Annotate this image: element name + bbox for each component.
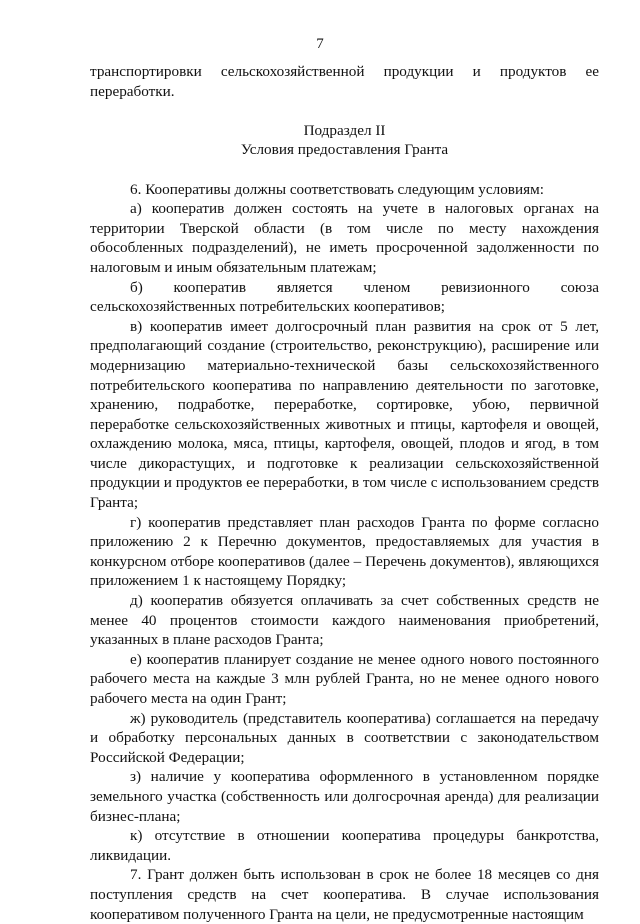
paragraph-6z: з) наличие у кооператива оформленного в установленном порядке земельного участка (собственность или долгосрочная аренда) для реализации бизнес-плана; [90, 768, 599, 825]
spacer [90, 160, 599, 180]
paragraph-6-intro: 6. Кооперативы должны соответствовать следующим условиям: [130, 180, 544, 198]
paragraph-6e: е) кооператив планирует создание не менее одного нового постоянного рабочего места на каждые 3 млн рублей Гранта, но не менее одного нового рабочего места на один Грант; [90, 650, 599, 707]
section-title: Условия предоставления Гранта [240, 141, 449, 159]
page-number: 7 [316, 36, 324, 52]
paragraph-6a: а) кооператив должен состоять на учете в налоговых органах на территории Тверской области (в том числе по месту нахождения обособленных подразделений), не иметь просроченной задолженности по налоговым и иным обязательным платежам; [90, 200, 599, 276]
paragraph-6d: д) кооператив обязуется оплачивать за счет собственных средств не менее 40 процентов стоимости каждого наименования приобретений, указанных в плане расходов Гранта; [90, 592, 599, 649]
spacer [90, 101, 599, 121]
intro-continuation: транспортировки сельскохозяйственной продукции и продуктов ее переработки. [90, 63, 599, 100]
paragraph-6b: б) кооператив является членом ревизионного союза сельскохозяйственных потребительских кооперативов; [90, 278, 599, 316]
paragraph-6g: г) кооператив представляет план расходов Гранта по форме согласно приложению 2 к Перечню документов, предоставляемых для участия в конкурсном отборе кооперативов (далее – Перечень документов), являющихся приложением 1 к настоящему Порядку; [90, 513, 599, 590]
paragraph-7: 7. Грант должен быть использован в срок не более 18 месяцев со дня поступления средств на счет кооператива. В случае использования кооперативом полученного Гранта на цели, не предусмотренные настоящим [90, 866, 599, 923]
paragraph-6k: к) отсутствие в отношении кооператива процедуры банкротства, ликвидации. [90, 827, 599, 864]
paragraph-6zh: ж) руководитель (представитель кооператива) соглашается на передачу и обработку персональных данных в соответствии с законодательством Российской Федерации; [90, 709, 599, 766]
document-body [90, 62, 599, 924]
paragraph-6v: в) кооператив имеет долгосрочный план развития на срок от 5 лет, предполагающий создание (строительство, реконструкцию), расширение или модернизацию материально-технической базы сельскохозяйственного потребительского кооператива по направлению деятельности по заготовке, хранению, подработке, переработке, сортировке, убою, первичной переработке сельскохозяйственных животных и птицы, картофеля и овощей, охлаждению молока, мяса, птицы, картофеля, овощей, плодов и ягод, в том числе дикорастущих, и подготовке к реализации сельскохозяйственной продукции и продуктов ее переработки, в том числе с использованием средств Гранта; [90, 317, 599, 512]
section-label: Подраздел II [303, 121, 386, 139]
